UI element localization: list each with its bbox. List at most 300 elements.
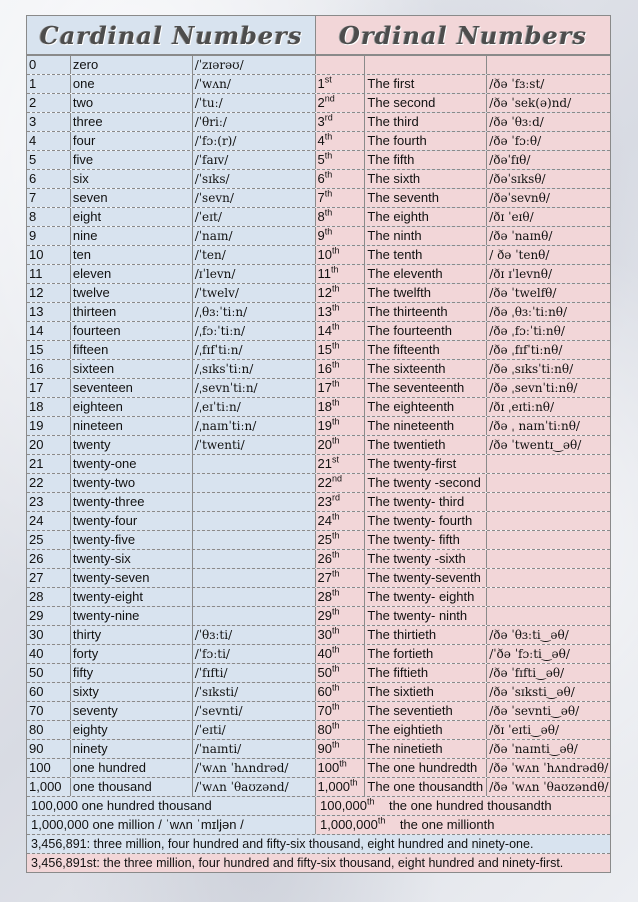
- ordinal-number: [316, 113, 366, 131]
- ordinal-number-value: 29: [317, 608, 332, 623]
- cardinal-word: zero: [71, 56, 193, 74]
- ordinal-number-value: 23: [317, 494, 332, 509]
- ordinal-number-value: 20: [317, 437, 332, 452]
- ordinal-word: The twenty- fifth: [365, 531, 487, 549]
- table-header: [26, 15, 611, 54]
- ordinal-number: [316, 284, 366, 302]
- example-ordinal-row: [27, 853, 610, 872]
- ordinal-number: [316, 132, 366, 150]
- ordinal-ipa: /ðə ˈfɪfti‿əθ/: [487, 664, 610, 682]
- large-ordinal-text: the one hundred thousandth: [388, 798, 552, 813]
- ordinal-suffix: th: [331, 246, 340, 256]
- ordinal-number: [316, 265, 366, 283]
- ordinal-word: The fifteenth: [365, 341, 487, 359]
- ordinal-ipa: /ðə ˈfɔːθ/: [487, 132, 610, 150]
- large-ordinal-suffix: th: [367, 797, 375, 807]
- cardinal-number: 20: [27, 436, 71, 454]
- cardinal-number: 6: [27, 170, 71, 188]
- ordinal-suffix: th: [339, 759, 347, 769]
- cardinal-ipa: [193, 474, 316, 492]
- ordinal-word: [365, 56, 487, 74]
- cardinal-number: 90: [27, 740, 71, 758]
- table-row: [27, 226, 610, 245]
- ordinal-number: [316, 759, 366, 777]
- cardinal-word: one hundred: [71, 759, 193, 777]
- ordinal-number-value: 1: [317, 76, 325, 91]
- ordinal-ipa: /ðə ˈwʌn ˈhʌndrədθ/: [489, 761, 609, 775]
- cardinal-number: 8: [27, 208, 71, 226]
- ordinal-number: [316, 778, 366, 796]
- ordinal-number: [316, 360, 366, 378]
- cardinal-ipa: /ˈθɜːti/: [193, 626, 316, 644]
- ordinal-suffix: th: [331, 645, 340, 655]
- ordinal-suffix: th: [331, 303, 340, 313]
- cardinal-number: 70: [27, 702, 71, 720]
- table-row: [27, 739, 610, 758]
- cardinal-number: 14: [27, 322, 71, 340]
- cardinal-ipa: /ˌnaɪnˈtiːn/: [193, 417, 316, 435]
- cardinal-number: 18: [27, 398, 71, 416]
- cardinal-ipa: /ˈfaɪv/: [193, 151, 316, 169]
- table-row: [27, 454, 610, 473]
- ordinal-number-value: 15: [317, 342, 332, 357]
- table-row: [27, 169, 610, 188]
- table-row: [27, 131, 610, 150]
- cardinal-ipa: /ˌfɔːˈtiːn/: [193, 322, 316, 340]
- cardinal-number: 28: [27, 588, 71, 606]
- cardinal-word: seven: [71, 189, 193, 207]
- ordinal-word: The eighth: [365, 208, 487, 226]
- cardinal-number: 9: [27, 227, 71, 245]
- cardinal-number: 17: [27, 379, 71, 397]
- table-row: [27, 758, 610, 777]
- ordinal-number: [316, 322, 366, 340]
- cardinal-ipa: /ˈten/: [193, 246, 316, 264]
- ordinal-number-value: 80: [317, 722, 332, 737]
- ordinal-number: [316, 588, 366, 606]
- ordinal-suffix: th: [331, 512, 340, 522]
- cardinal-number: 12: [27, 284, 71, 302]
- cardinal-word: fourteen: [71, 322, 193, 340]
- ordinal-word: The fiftieth: [365, 664, 487, 682]
- ordinal-number-value: 10: [317, 247, 332, 262]
- cardinal-number: 16: [27, 360, 71, 378]
- cardinal-ipa: /ˌeɪˈtiːn/: [193, 398, 316, 416]
- ordinal-suffix: rd: [331, 493, 340, 503]
- ordinal-word: The twenty- fourth: [365, 512, 487, 530]
- ordinal-number-value: 6: [317, 171, 325, 186]
- ordinal-ipa: [487, 569, 610, 587]
- ordinal-ipa: /ðə ˈtwentɪ‿əθ/: [487, 436, 610, 454]
- cardinal-ipa: /ˌfɪfˈtiːn/: [193, 341, 316, 359]
- cardinal-word: twenty: [71, 436, 193, 454]
- ordinal-number: [316, 170, 366, 188]
- ordinal-suffix: th: [331, 721, 340, 731]
- table-row: [27, 397, 610, 416]
- table-row: [27, 701, 610, 720]
- cardinal-word: twenty-seven: [71, 569, 193, 587]
- ordinal-number: [316, 607, 366, 625]
- large-ordinal-number: 1,000,000: [320, 817, 378, 832]
- ordinal-number-value: 2: [317, 95, 325, 110]
- table-row: [27, 777, 610, 796]
- ordinal-ipa: /ðəˈsevnθ/: [487, 189, 610, 207]
- cardinal-ipa: /ˈtuː/: [193, 94, 316, 112]
- ordinal-ipa: /ðə ˈnaɪnti‿əθ/: [487, 740, 610, 758]
- ordinal-word: The tenth: [365, 246, 487, 264]
- ordinal-suffix: th: [331, 398, 340, 408]
- ordinal-suffix: th: [331, 531, 340, 541]
- ordinal-ipa: /ðə ˈfɜːst/: [487, 75, 610, 93]
- cardinal-ipa: /ˈwʌn ˈθaʊzənd/: [193, 778, 316, 796]
- cardinal-word: nine: [71, 227, 193, 245]
- cardinal-ipa: /ˌsevnˈtiːn/: [193, 379, 316, 397]
- cardinal-ipa: [193, 569, 316, 587]
- table-row: [27, 549, 610, 568]
- ordinal-ipa: /ðə ˌfɔːˈtiːnθ/: [487, 322, 610, 340]
- ordinal-ipa: /ðəˈfɪθ/: [487, 151, 610, 169]
- ordinal-number: [316, 341, 366, 359]
- table-row: [27, 340, 610, 359]
- cardinal-number: 24: [27, 512, 71, 530]
- ordinal-ipa: /ðə ˌθɜːˈtiːnθ/: [487, 303, 610, 321]
- ordinal-word: The eightieth: [365, 721, 487, 739]
- ordinal-suffix: th: [331, 607, 340, 617]
- ordinal-word: The sixth: [365, 170, 487, 188]
- ordinal-suffix: th: [331, 417, 340, 427]
- ordinal-number-value: 25: [317, 532, 332, 547]
- cardinal-ipa: /ˈnaɪnti/: [193, 740, 316, 758]
- cardinal-word: three: [71, 113, 193, 131]
- ordinal-number-value: 70: [317, 703, 332, 718]
- cardinal-ipa: [193, 531, 316, 549]
- ordinal-word: The thirtieth: [365, 626, 487, 644]
- ordinal-number: [316, 417, 366, 435]
- ordinal-suffix: th: [331, 284, 340, 294]
- ordinal-ipa: [487, 474, 610, 492]
- cardinal-word: sixty: [71, 683, 193, 701]
- cardinal-ipa: /ˈwʌn/: [193, 75, 316, 93]
- ordinal-ipa: /ðə ˈθɜːd/: [487, 113, 610, 131]
- cardinal-word: twenty-five: [71, 531, 193, 549]
- ordinal-word: The twenty- third: [365, 493, 487, 511]
- ordinal-word: The seventh: [365, 189, 487, 207]
- cardinal-word: two: [71, 94, 193, 112]
- ordinal-word: The second: [365, 94, 487, 112]
- table-row: [27, 112, 610, 131]
- cardinal-number: 1,000: [27, 778, 71, 796]
- cardinal-title: Cardinal Numbers: [27, 16, 316, 54]
- ordinal-number: [316, 664, 366, 682]
- cardinal-ipa: /ˌsɪksˈtiːn/: [193, 360, 316, 378]
- cardinal-number: 30: [27, 626, 71, 644]
- ordinal-word: The twentieth: [365, 436, 487, 454]
- ordinal-word: The fortieth: [365, 645, 487, 663]
- cardinal-number: 40: [27, 645, 71, 663]
- table-row: [27, 511, 610, 530]
- ordinal-word: The twenty-first: [365, 455, 487, 473]
- table-row: [27, 264, 610, 283]
- ordinal-number: [316, 227, 366, 245]
- ordinal-suffix: nd: [331, 474, 342, 484]
- ordinal-number: [316, 436, 366, 454]
- table-row: [27, 435, 610, 454]
- ordinal-suffix: th: [324, 132, 333, 142]
- ordinal-suffix: st: [324, 75, 332, 85]
- cardinal-number: 4: [27, 132, 71, 150]
- ordinal-ipa: [487, 588, 610, 606]
- ordinal-number-value: 11: [317, 266, 331, 281]
- ordinal-suffix: th: [324, 151, 333, 161]
- ordinal-word: The twenty- eighth: [365, 588, 487, 606]
- ordinal-word: The twenty- ninth: [365, 607, 487, 625]
- cardinal-word: eighteen: [71, 398, 193, 416]
- ordinal-suffix: rd: [324, 113, 333, 123]
- ordinal-ipa: /ðə ˈθɜːti‿əθ/: [487, 626, 610, 644]
- table-row: [27, 150, 610, 169]
- ordinal-suffix: th: [331, 664, 340, 674]
- ordinal-word: The thirteenth: [365, 303, 487, 321]
- ordinal-number: [316, 455, 366, 473]
- ordinal-suffix: th: [331, 569, 340, 579]
- ordinal-suffix: th: [350, 778, 358, 788]
- cardinal-number: 0: [27, 56, 71, 74]
- ordinal-word: The sixtieth: [365, 683, 487, 701]
- large-ordinal-number: 100,000: [320, 798, 367, 813]
- cardinal-number: 13: [27, 303, 71, 321]
- ordinal-number: [316, 56, 366, 74]
- cardinal-word: eleven: [71, 265, 193, 283]
- cardinal-word: twenty-two: [71, 474, 193, 492]
- cardinal-word: four: [71, 132, 193, 150]
- ordinal-suffix: th: [324, 170, 333, 180]
- table-row: [27, 682, 610, 701]
- cardinal-number: 50: [27, 664, 71, 682]
- ordinal-ipa: [487, 455, 610, 473]
- table-row: [27, 587, 610, 606]
- ordinal-ipa: /ðə ˌsevnˈtiːnθ/: [487, 379, 610, 397]
- cardinal-number: 22: [27, 474, 71, 492]
- ordinal-word: The third: [365, 113, 487, 131]
- ordinal-word: The sixteenth: [365, 360, 487, 378]
- ordinal-number-value: 16: [317, 361, 332, 376]
- ordinal-suffix: th: [331, 265, 339, 275]
- cardinal-ipa: /ˌθɜːˈtiːn/: [193, 303, 316, 321]
- large-ordinal-text: the one millionth: [399, 817, 495, 832]
- cardinal-word: nineteen: [71, 417, 193, 435]
- cardinal-number: 29: [27, 607, 71, 625]
- ordinal-number-value: 28: [317, 589, 332, 604]
- large-ordinal: [316, 816, 610, 834]
- ordinal-number: [316, 550, 366, 568]
- spacer: [385, 817, 399, 832]
- ordinal-ipa: /ðə ˌfɪfˈtiːnθ/: [487, 341, 610, 359]
- ordinal-word: The one thousandth: [365, 778, 487, 796]
- cardinal-number: 23: [27, 493, 71, 511]
- ordinal-number-value: 4: [317, 133, 325, 148]
- ordinal-number-value: 7: [317, 190, 325, 205]
- cardinal-ipa: /ˈsɪks/: [193, 170, 316, 188]
- cardinal-ipa: [193, 512, 316, 530]
- ordinal-number: [316, 626, 366, 644]
- cardinal-word: fifteen: [71, 341, 193, 359]
- table-row: [27, 359, 610, 378]
- cardinal-number: 19: [27, 417, 71, 435]
- cardinal-ipa: /ˈfɔː(r)/: [193, 132, 316, 150]
- ordinal-number-value: 14: [317, 323, 332, 338]
- cardinal-ipa: /ˈfɔːti/: [193, 645, 316, 663]
- ordinal-number: [316, 683, 366, 701]
- spacer: [375, 798, 389, 813]
- ordinal-suffix: th: [331, 588, 340, 598]
- ordinal-suffix: th: [331, 360, 340, 370]
- example-cardinal-row: [27, 834, 610, 853]
- ordinal-word: The eleventh: [365, 265, 487, 283]
- cardinal-number: 27: [27, 569, 71, 587]
- ordinal-number: [316, 740, 366, 758]
- ordinal-number: [316, 208, 366, 226]
- table-row: [27, 321, 610, 340]
- ordinal-word: The nineteenth: [365, 417, 487, 435]
- table-row: [27, 473, 610, 492]
- ordinal-ipa: /ðɪ ˈeɪθ/: [487, 208, 610, 226]
- ordinal-word: The eighteenth: [365, 398, 487, 416]
- cardinal-ipa: /ˈnaɪn/: [193, 227, 316, 245]
- cardinal-word: six: [71, 170, 193, 188]
- cardinal-number: 100: [27, 759, 71, 777]
- ordinal-number: [316, 512, 366, 530]
- cardinal-ipa: [193, 607, 316, 625]
- ordinal-suffix: th: [331, 626, 340, 636]
- example-cardinal: 3,456,891: three million, four hundred and fifty-six thousand, eight hundred and ninety-one.: [27, 835, 610, 853]
- ordinal-number-value: 100: [317, 760, 340, 775]
- ordinal-suffix: th: [331, 702, 340, 712]
- ordinal-ipa: /ðə ˈwʌn ˈθaʊzəndθ/: [489, 780, 609, 794]
- ordinal-ipa: /ðɪ ˈeɪti‿əθ/: [487, 721, 610, 739]
- ordinal-number: [316, 474, 366, 492]
- ordinal-suffix: th: [324, 208, 333, 218]
- ordinal-word: The fourth: [365, 132, 487, 150]
- ordinal-ipa: /ðɪ ˌeɪtiːnθ/: [487, 398, 610, 416]
- ordinal-ipa: /ðə ˈnaɪnθ/: [487, 227, 610, 245]
- ordinal-suffix: st: [331, 455, 339, 465]
- ordinal-number: [316, 569, 366, 587]
- cardinal-word: twenty-one: [71, 455, 193, 473]
- ordinal-number-value: 24: [317, 513, 332, 528]
- table-row: [27, 188, 610, 207]
- ordinal-ipa: /ðə ˈtwelfθ/: [487, 284, 610, 302]
- cardinal-word: thirty: [71, 626, 193, 644]
- ordinal-suffix: th: [331, 341, 340, 351]
- ordinal-number: [316, 75, 366, 93]
- ordinal-suffix: th: [331, 740, 340, 750]
- cardinal-word: seventy: [71, 702, 193, 720]
- ordinal-number: [316, 531, 366, 549]
- cardinal-ipa: [193, 455, 316, 473]
- ordinal-ipa: /ˈðə ˈfɔːti‿əθ/: [487, 645, 610, 663]
- ordinal-word: The seventieth: [365, 702, 487, 720]
- ordinal-ipa: /ðɪ ɪˈlevnθ/: [487, 265, 610, 283]
- ordinal-number-value: 22: [317, 475, 332, 490]
- ordinal-number-value: 3: [317, 114, 325, 129]
- cardinal-word: five: [71, 151, 193, 169]
- cardinal-word: eight: [71, 208, 193, 226]
- cardinal-ipa: [193, 493, 316, 511]
- ordinal-word: The twenty -second: [365, 474, 487, 492]
- table-row: [27, 720, 610, 739]
- example-ordinal: 3,456,891st: the three million, four hundred and fifty-six thousand, eight hundred and ninety-first.: [27, 854, 610, 872]
- cardinal-number: 80: [27, 721, 71, 739]
- cardinal-word: ten: [71, 246, 193, 264]
- ordinal-suffix: th: [331, 379, 340, 389]
- cardinal-number: 2: [27, 94, 71, 112]
- ordinal-number-value: 60: [317, 684, 332, 699]
- cardinal-ipa: /ˈeɪt/: [193, 208, 316, 226]
- table-row: [27, 74, 610, 93]
- ordinal-number: [316, 379, 366, 397]
- ordinal-word: The ninth: [365, 227, 487, 245]
- ordinal-number-value: 90: [317, 741, 332, 756]
- cardinal-ipa: /ˈtwelv/: [193, 284, 316, 302]
- ordinal-ipa: [487, 56, 610, 74]
- cardinal-ipa: /ˈwʌn ˈhʌndrəd/: [193, 759, 316, 777]
- table-row: [27, 416, 610, 435]
- table-row: [27, 93, 610, 112]
- ordinal-number-value: 27: [317, 570, 332, 585]
- large-ordinal-suffix: th: [377, 816, 386, 826]
- ordinal-number-value: 9: [317, 228, 325, 243]
- large-cardinal: 1,000,000 one million / ˈwʌn ˈmɪljən /: [27, 816, 316, 834]
- cardinal-word: sixteen: [71, 360, 193, 378]
- ordinal-number: [316, 94, 366, 112]
- table-row: [27, 283, 610, 302]
- ordinal-number-value: 5: [317, 152, 325, 167]
- ordinal-word: The twelfth: [365, 284, 487, 302]
- cardinal-ipa: /ˈzɪərəʊ/: [193, 56, 316, 74]
- cardinal-number: 15: [27, 341, 71, 359]
- ordinal-number-value: 1,000: [317, 779, 351, 794]
- cardinal-word: twenty-nine: [71, 607, 193, 625]
- table-row: [27, 530, 610, 549]
- ordinal-ipa: [487, 493, 610, 511]
- ordinal-number: [316, 645, 366, 663]
- large-cardinal: 100,000 one hundred thousand: [27, 797, 316, 815]
- cardinal-number: 25: [27, 531, 71, 549]
- ordinal-number: [316, 189, 366, 207]
- cardinal-ipa: /ˈtwenti/: [193, 436, 316, 454]
- ordinal-ipa: /ðəˈsɪksθ/: [487, 170, 610, 188]
- table-row: [27, 568, 610, 587]
- ordinal-word: The twenty-seventh: [365, 569, 487, 587]
- ordinal-ipa: /ðə ˌsɪksˈtiːnθ/: [487, 360, 610, 378]
- cardinal-number: 21: [27, 455, 71, 473]
- ordinal-number-value: 18: [317, 399, 332, 414]
- ordinal-word: The first: [365, 75, 487, 93]
- cardinal-number: 7: [27, 189, 71, 207]
- cardinal-word: twelve: [71, 284, 193, 302]
- table-row: [27, 644, 610, 663]
- cardinal-word: one: [71, 75, 193, 93]
- ordinal-number: [316, 721, 366, 739]
- cardinal-number: 5: [27, 151, 71, 169]
- ordinal-number-value: 13: [317, 304, 332, 319]
- ordinal-title: Ordinal Numbers: [316, 16, 610, 54]
- cardinal-word: twenty-six: [71, 550, 193, 568]
- table-row: [27, 492, 610, 511]
- table-row: [27, 245, 610, 264]
- cardinal-number: 1: [27, 75, 71, 93]
- table-row: [27, 302, 610, 321]
